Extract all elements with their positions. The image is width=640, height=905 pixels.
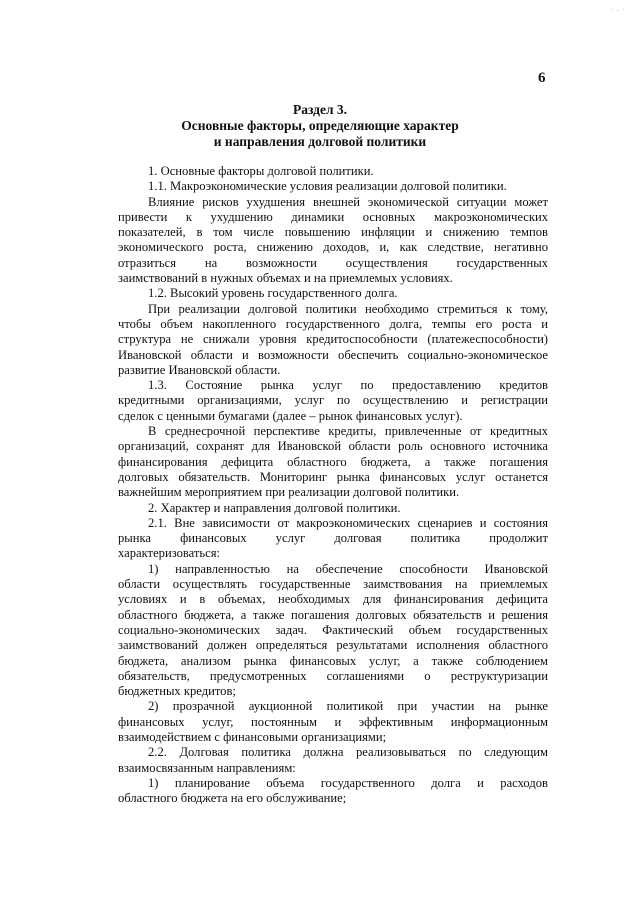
- body-text: [118, 164, 548, 806]
- body-line: В среднесрочной перспективе кредиты, привлеченные от кредитных: [148, 424, 548, 439]
- body-line: развитие Ивановской области.: [118, 362, 281, 377]
- body-line: 1.1. Макроэкономические условия реализации долговой политики.: [148, 179, 507, 194]
- body-line: 2.2. Долговая политика должна реализовываться по следующим: [148, 745, 548, 760]
- body-line: областного бюджета, а также погашения долговых обязательств и решения: [118, 607, 548, 622]
- body-line: характеризоваться:: [118, 546, 221, 561]
- body-line: 1. Основные факторы долговой политики.: [148, 164, 374, 178]
- body-line: финансирования дефицита областного бюджета, а также погашения: [118, 454, 548, 469]
- body-line: 1) планирование объема государственного долга и расходов: [148, 775, 548, 790]
- body-line: сделок с ценными бумагами (далее – рынок финансовых услуг).: [118, 408, 463, 423]
- body-line: 2) прозрачной аукционной политикой при участии на рынке: [148, 699, 548, 714]
- body-line: При реализации долговой политики необходимо стремиться к тому,: [148, 301, 548, 316]
- section-title-line-2: и направления долговой политики: [213, 134, 427, 149]
- body-line: структура не снижали уровня кредитоспособности (платежеспособности): [118, 332, 548, 347]
- body-line: показателей, в том числе повышению инфляции и снижению темпов: [118, 225, 548, 240]
- body-line: экономического роста, снижению доходов, и, как следствие, негативно: [118, 240, 548, 255]
- body-line: 2. Характер и направления долговой политики.: [148, 500, 401, 515]
- body-line: областного бюджета на его обслуживание;: [118, 791, 347, 806]
- body-line: бюджетных кредитов;: [118, 684, 236, 699]
- body-line: важнейшим мероприятием при реализации долговой политики.: [118, 485, 460, 500]
- body-line: отразиться на возможности осуществления государственных: [118, 255, 548, 270]
- body-line: заимствований должен определяться результатами исполнения областного: [118, 638, 548, 653]
- body-line: взаимодействием с финансовыми организациями;: [118, 729, 387, 744]
- body-line: области осуществлять государственные заимствования на приемлемых: [118, 577, 548, 592]
- body-line: финансовых услуг, постоянным и эффективным информационным: [118, 714, 548, 729]
- section-heading: Раздел 3.: [292, 102, 348, 117]
- body-line: долговых обязательств. Мониторинг рынка финансовых услуг останется: [118, 469, 548, 484]
- body-line: 1) направленностью на обеспечение способности Ивановской: [148, 561, 548, 576]
- section-title-line-1: Основные факторы, определяющие характер: [181, 118, 459, 133]
- body-line: 1.2. Высокий уровень государственного долга.: [148, 286, 398, 301]
- body-line: условиях и в объемах, необходимых для финансирования дефицита: [118, 592, 548, 607]
- body-line: кредитными организациями, услуг по осуществлению и регистрации: [118, 393, 548, 408]
- body-line: 1.3. Состояние рынка услуг по предоставлению кредитов: [148, 378, 548, 393]
- body-line: чтобы объем накопленного государственного долга, темпы его роста и: [118, 316, 548, 331]
- body-line: взаимосвязанным направлениям:: [118, 760, 296, 775]
- body-line: Влияние рисков ухудшения внешней экономической ситуации может: [148, 194, 548, 209]
- body-line: бюджета, анализом рынка финансовых услуг, а также соблюдением: [118, 653, 548, 668]
- body-line: привести к ухудшению динамики основных макроэкономических: [118, 209, 548, 224]
- body-line: рынка финансовых услуг долговая политика продолжит: [118, 531, 548, 546]
- body-line: заимствований в нужных объемах и на приемлемых условиях.: [118, 271, 453, 286]
- body-line: Ивановской области и возможности обеспечить социально-экономическое: [118, 347, 548, 362]
- page-number: 6: [538, 70, 546, 86]
- body-line: организаций, сохранят для Ивановской области роль основного источника: [118, 439, 548, 454]
- scan-corner-mark: · - ·: [610, 6, 626, 14]
- body-line: обязательств, предусмотренных соглашениями о реструктуризации: [118, 668, 548, 683]
- body-line: 2.1. Вне зависимости от макроэкономических сценариев и состояния: [148, 515, 548, 530]
- body-line: социально-экономических задач. Фактический объем государственных: [118, 622, 548, 637]
